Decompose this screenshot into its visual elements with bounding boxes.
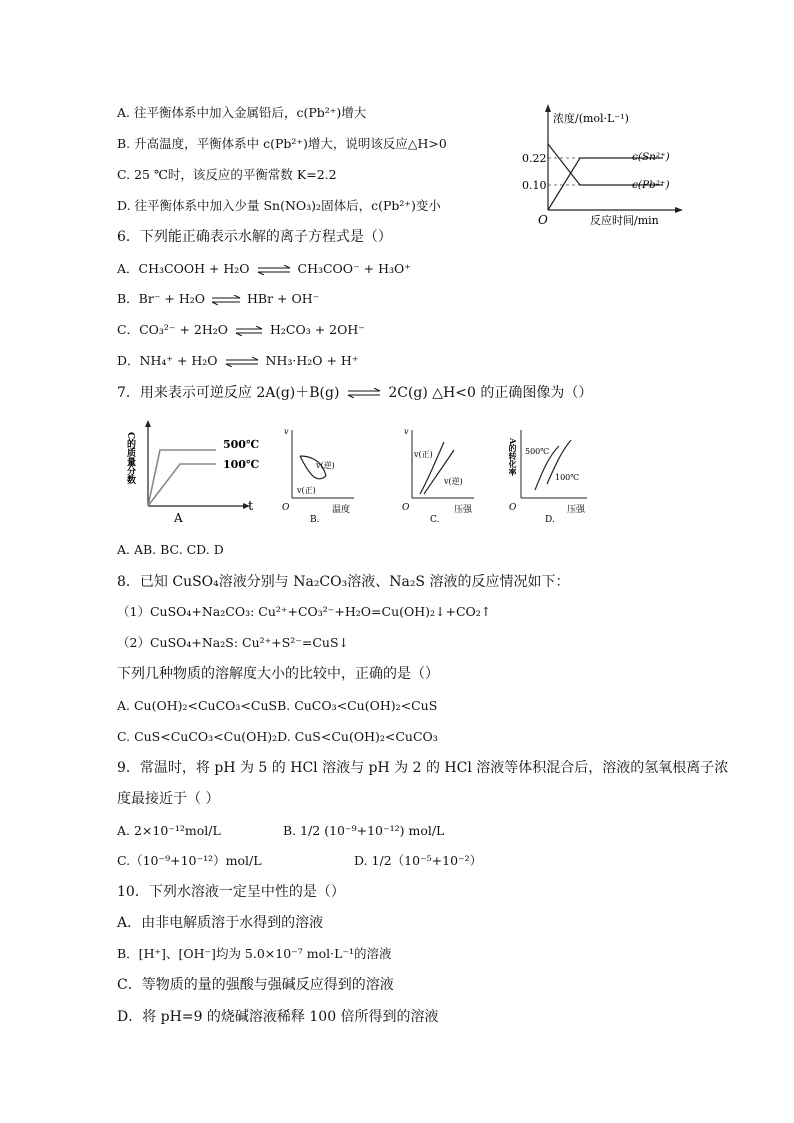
q5-option-a: A. 往平衡体系中加入金属铅后，c(Pb²⁺)增大	[117, 105, 367, 120]
q9-option-b: B. 1/2 (10⁻⁹+10⁻¹²) mol/L	[283, 823, 445, 838]
q6-c-left: C．CO₃²⁻ + 2H₂O	[117, 322, 229, 337]
q6-a-right: CH₃COO⁻ + H₃O⁺	[297, 261, 411, 276]
q8-options-cd: C. CuS<CuCO₃<Cu(OH)₂D. CuS<Cu(OH)₂<CuCO₃	[117, 729, 438, 744]
fig-a-xlabel: t	[248, 499, 254, 514]
fig-c-caption: C.	[430, 515, 440, 525]
tick-010: 0.10	[522, 179, 547, 192]
equilibrium-arrow-icon	[256, 265, 292, 275]
q7-figure-a	[118, 418, 263, 528]
equilibrium-arrow-icon	[210, 295, 242, 305]
fig-b-fwd: v(正)	[297, 486, 316, 495]
q6-d-left: D．NH₄⁺ + H₂O	[117, 353, 218, 368]
fig-c-xlabel: 压强	[454, 505, 473, 515]
fig-d-caption: D.	[545, 515, 555, 525]
q6-option-b	[117, 290, 319, 308]
y-axis-label: 浓度/(mol·L⁻¹)	[553, 112, 629, 125]
fig-c-origin: O	[402, 503, 410, 513]
q10-option-b: B．[H⁺]、[OH⁻]均为 5.0×10⁻⁷ mol·L⁻¹的溶液	[117, 946, 392, 961]
q10-option-d: D．将 pH=9 的烧碱溶液稀释 100 倍所得到的溶液	[117, 1009, 439, 1025]
fig-b-xlabel: 温度	[332, 505, 351, 515]
q6-title: 6．下列能正确表示水解的离子方程式是（）	[117, 229, 392, 245]
q9-option-c: C.（10⁻⁹+10⁻¹²）mol/L	[117, 853, 262, 868]
q7-answer-options: A. AB. BC. CD. D	[117, 542, 224, 557]
q7-figure-b	[278, 420, 378, 528]
q7-title	[117, 384, 592, 402]
q5-concentration-figure	[518, 100, 688, 230]
q5-option-d: D. 往平衡体系中加入少量 Sn(NO₃)₂固体后，c(Pb²⁺)变小	[117, 198, 441, 213]
q6-d-right: NH₃·H₂O + H⁺	[265, 353, 359, 368]
q7-title-right: 2C(g) △H<0 的正确图像为（）	[388, 385, 593, 401]
fig-b-caption: B.	[310, 515, 320, 525]
equilibrium-arrow-icon	[234, 326, 264, 336]
y-axis-arrow-icon	[145, 420, 151, 427]
q10-option-c: C．等物质的量的强酸与强碱反应得到的溶液	[117, 977, 394, 993]
curve-500	[148, 450, 216, 506]
q5-option-c: C. 25 ℃时，该反应的平衡常数 K=2.2	[117, 167, 337, 182]
q9-stem-line1: 9．常温时，将 pH 为 5 的 HCl 溶液与 pH 为 2 的 HCl 溶液等体积混合后，溶液的氢氧根离子浓	[117, 760, 729, 776]
q10-title: 10．下列水溶液一定呈中性的是（）	[117, 884, 345, 900]
q6-a-left: A．CH₃COOH + H₂O	[117, 261, 250, 276]
fig-d-origin: O	[509, 503, 517, 513]
fig-d-ylabel: A的转化率	[508, 438, 518, 477]
fig-a-label-500: 500℃	[223, 438, 260, 451]
q8-title: 8．已知 CuSO₄溶液分别与 Na₂CO₃溶液、Na₂S 溶液的反应情况如下：	[117, 574, 570, 590]
fig-d-label-100: 100℃	[555, 473, 580, 482]
q9-option-d: D. 1/2（10⁻⁵+10⁻²）	[354, 853, 483, 868]
x-axis-arrow-icon	[675, 207, 683, 213]
q6-b-left: B．Br⁻ + H₂O	[117, 291, 206, 306]
q6-option-d	[117, 352, 358, 370]
fig-a-ylabel: C的质量分数	[125, 432, 135, 485]
tick-022: 0.22	[522, 152, 547, 165]
fig-b-origin: O	[282, 503, 290, 513]
fig-b-v: v	[284, 427, 289, 436]
q6-option-a	[117, 260, 411, 278]
q9-option-a: A. 2×10⁻¹²mol/L	[117, 823, 221, 838]
q7-figure-c	[398, 420, 498, 528]
origin-label: O	[538, 213, 548, 227]
q6-b-right: HBr + OH⁻	[247, 291, 320, 306]
fig-a-label-100: 100℃	[223, 458, 260, 471]
equilibrium-arrow-icon	[224, 357, 260, 367]
x-axis-label: 反应时间/min	[590, 214, 659, 227]
label-pb: c(Pb²⁺)	[632, 179, 670, 191]
fig-c-v: v	[404, 427, 409, 436]
q8-question: 下列几种物质的溶解度大小的比较中，正确的是（）	[117, 666, 439, 682]
equilibrium-arrow-icon	[346, 388, 382, 398]
fig-c-fwd: v(正)	[414, 450, 433, 459]
q7-title-left: 7．用来表示可逆反应 2A(g)＋B(g)	[117, 385, 340, 401]
fig-d-label-500: 500℃	[525, 447, 550, 456]
curve-100	[148, 464, 216, 506]
q6-c-right: H₂CO₃ + 2OH⁻	[270, 322, 365, 337]
q9-stem-line2: 度最接近于（ ）	[117, 791, 220, 807]
q8-options-ab: A. Cu(OH)₂<CuCO₃<CuSB. CuCO₃<Cu(OH)₂<CuS	[117, 698, 438, 713]
q10-option-a: A．由非电解质溶于水得到的溶液	[117, 915, 324, 931]
fig-a-caption: A	[174, 511, 183, 525]
q7-figure-d	[505, 420, 605, 528]
q5-option-b: B. 升高温度，平衡体系中 c(Pb²⁺)增大，说明该反应△H>0	[117, 136, 447, 151]
fig-b-rev: v(逆)	[316, 461, 335, 470]
fig-c-rev: v(逆)	[444, 477, 463, 486]
label-sn: c(Sn²⁺)	[632, 151, 670, 163]
q8-reaction-2: （2）CuSO₄+Na₂S: Cu²⁺+S²⁻=CuS↓	[117, 635, 350, 650]
fig-d-xlabel: 压强	[567, 505, 586, 515]
y-axis-arrow-icon	[545, 104, 551, 112]
q6-option-c	[117, 321, 365, 339]
q8-reaction-1: （1）CuSO₄+Na₂CO₃: Cu²⁺+CO₃²⁻+H₂O=Cu(OH)₂↓+CO₂↑	[117, 604, 492, 619]
